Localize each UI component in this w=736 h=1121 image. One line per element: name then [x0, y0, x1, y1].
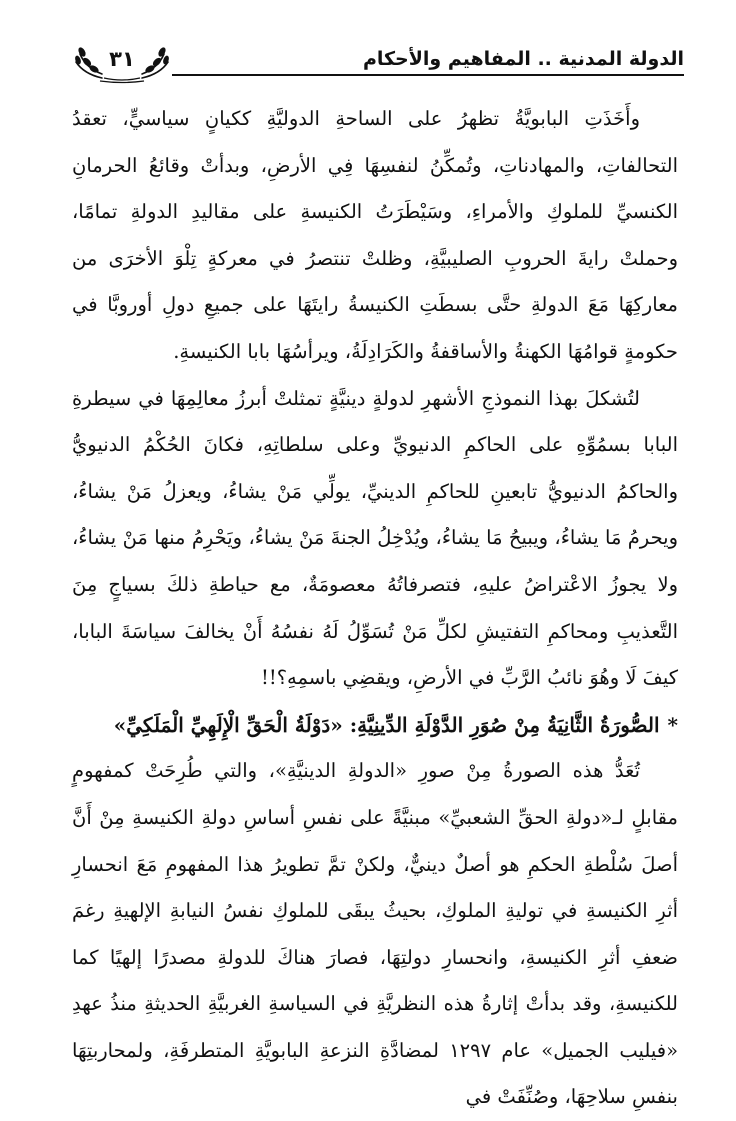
paragraph-2: لتُشكلَ بهذا النموذجِ الأشهرِ لدولةٍ دينيَّةٍ تمثلتْ أبرزُ معالِمِهَا في سيطرةِ البابا بسمُوِّهِ على الحاكمِ الدنيويِّ وعلى سلطاتِهِ، فكانَ الحُكْمُ الدنيويُّ والحاكمُ الدنيويُّ تابعينِ للحاكمِ الدينيِّ، يولِّي مَنْ يشاءُ، ويعزلُ مَنْ يشاءُ، ويحرمُ مَا يشاءُ، ويبيحُ مَا يشاءُ، ويُدْخِلُ الجنةَ مَنْ يشاءُ، ويَحْرِمُ منها مَنْ يشاءُ، ولا يجوزُ الاعْتراضُ عليهِ، فتصرفاتُهُ معصومَةٌ، مع حياطةِ ذلكَ بسياجٍ مِنَ التَّعذيبِ ومحاكمِ التفتيشِ لكلِّ مَنْ تُسَوِّلُ لَهُ نفسُهُ أَنْ يخالفَ سياسَةَ البابا، كيفَ لَا وهُوَ نائبُ الرَّبِّ في الأرضِ، ويقضِي باسمِهِ؟!!	[72, 386, 678, 690]
page-number: ٣١	[109, 47, 135, 71]
section-heading	[72, 702, 678, 749]
header-title: الدولة المدنية .. المفاهيم والأحكام	[362, 48, 684, 70]
running-header	[72, 40, 684, 84]
section-heading-text: الصُّورَةُ الثَّانِيَةُ مِنْ صُوَرِ الدَّوْلَةِ الدِّينِيَّةِ: «دَوْلَةُ الْحَقِّ الْإِلَهِيِّ الْمَلَكِيِّ»	[113, 712, 660, 737]
header-rule	[172, 74, 684, 76]
paragraph-3: تُعَدُّ هذه الصورةُ مِنْ صورِ «الدولةِ الدينيَّةِ»، والتي طُرِحَتْ كمفهومٍ مقابلٍ لـ«دولةِ الحقِّ الشعبيِّ» مبنيَّةً على نفسِ أساسِ دولةِ الكنيسةِ مِنْ أَنَّ أصلَ سُلْطةِ الحكمِ هو أصلٌ دينيٌّ، ولكنْ تمَّ تطويرُ هذا المفهومِ مَعَ انحسارِ أثرِ الكنيسةِ في توليةِ الملوكِ، بحيثُ يبقَى للملوكِ نفسُ النيابةِ الإلهيةِ رغمَ ضعفِ أثرِ الكنيسةِ، وانحسارِ دولتِهَا، فصارَ هناكَ للدولةِ مصدرًا إلهيًا كما للكنيسةِ، وقد بدأتْ إثارةُ هذه النظريَّةِ في السياسةِ الغربيَّةِ الحديثةِ منذُ عهدِ «فيليب الجميل» عام ١٢٩٧ لمضادَّةِ النزعةِ البابويَّةِ المتطرفَةِ، ولمحاربتِهَا بنفسِ سلاحِهَا، وصُنِّفَتْ في	[72, 759, 679, 1109]
page-number-badge	[72, 40, 172, 84]
paragraph-1: وأَخَذَتِ البابويَّةُ تظهرُ على الساحةِ الدوليَّةِ ككيانٍ سياسيٍّ، تعقدُ التحالفاتِ، والمهادناتِ، وتُمكِّنُ لنفسِهَا فِي الأرضِ، وبدأتْ وقائعُ الحرمانِ الكنسيِّ للملوكِ والأمراءِ، وسَيْطَرَتُ الكنيسةِ على مقاليدِ الدولةِ تمامًا، وحملتْ رايةَ الحروبِ الصليبيَّةِ، وظلتْ تنتصرُ في معركةٍ تِلْوَ الأخرَى من معاركِهَا مَعَ الدولةِ حتَّى بسطَتِ الكنيسةُ رايتَهَا على جميعِ دولِ أوروبَّا في حكومةٍ قوامُهَا الكهنةُ والأساقفةُ والكَرَادِلَةُ، ويرأسُهَا بابا الكنيسةِ.	[72, 107, 678, 363]
heading-bullet: *	[667, 712, 678, 737]
page-body	[72, 96, 678, 1121]
